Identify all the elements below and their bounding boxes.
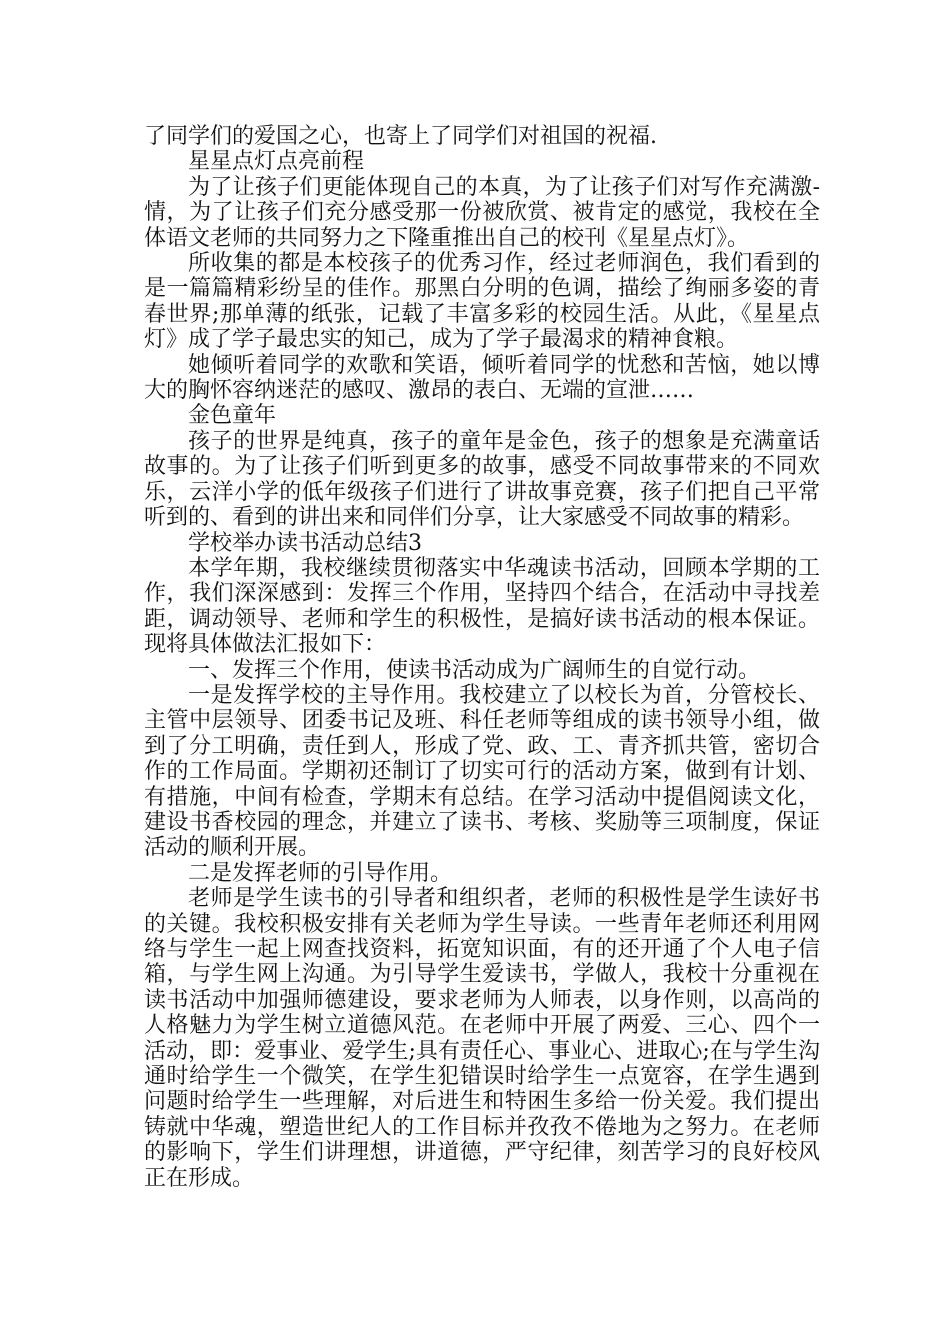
section-heading-summary-3: 学校举办读书活动总结3	[188, 530, 422, 556]
paragraph: 本学年期，我校继续贯彻落实中华魂读书活动，回顾本学期的工作，我们深深感到：发挥三个作用，坚持四个结合，在活动中寻找差距，调动领导、老师和学生的积极性，是搞好读书活动的根本保证。现将具体做法汇报如下：	[144, 555, 820, 658]
document-page	[144, 124, 820, 1191]
paragraph: 二是发挥老师的引导作用。	[188, 860, 453, 886]
paragraph: 为了让孩子们更能体现自己的本真，为了让孩子们对写作充满激-情，为了让孩子们充分感受那一份被欣赏、被肯定的感觉，我校在全体语文老师的共同努力之下隆重推出自己的校刊《星星点灯》。	[144, 174, 820, 251]
paragraph: 她倾听着同学的欢歌和笑语，倾听着同学的忧愁和苦恼，她以博大的胸怀容纳迷茫的感叹、激昂的表白、无端的宣泄……	[144, 352, 820, 404]
paragraph-continuation: 了同学们的爱国之心，也寄上了同学们对祖国的祝福.	[144, 124, 657, 149]
paragraph: 一是发挥学校的主导作用。我校建立了以校长为首，分管校长、主管中层领导、团委书记及班、科任老师等组成的读书领导小组，做到了分工明确，责任到人，形成了党、政、工、青齐抓共管，密切合作的工作局面。学期初还制订了切实可行的活动方案，做到有计划、有措施，中间有检查，学期末有总结。在学习活动中提倡阅读文化，建设书香校园的理念，并建立了读书、考核、奖励等三项制度，保证活动的顺利开展。	[144, 682, 820, 861]
section-heading-stars: 星星点灯点亮前程	[188, 149, 365, 175]
paragraph: 一、发挥三个作用，使读书活动成为广阔师生的自觉行动。	[188, 657, 761, 683]
paragraph: 所收集的都是本校孩子的优秀习作，经过老师润色，我们看到的是一篇篇精彩纷呈的佳作。那黑白分明的色调，描绘了绚丽多姿的青春世界;那单薄的纸张，记载了丰富多彩的校园生活。从此，《星星点灯》成了学子最忠实的知己，成为了学子最渴求的精神食粮。	[144, 251, 820, 353]
paragraph: 老师是学生读书的引导者和组织者，老师的积极性是学生读好书的关键。我校积极安排有关老师为学生导读。一些青年老师还利用网络与学生一起上网查找资料，拓宽知识面，有的还开通了个人电子信箱，与学生网上沟通。为引导学生爱读书，学做人，我校十分重视在读书活动中加强师德建设，要求老师为人师表，以身作则，以高尚的人格魅力为学生树立道德风范。在老师中开展了两爱、三心、四个一活动，即：爱事业、爱学生;具有责任心、事业心、进取心;在与学生沟通时给学生一个微笑，在学生犯错误时给学生一点宽容，在学生遇到问题时给学生一些理解，对后进生和特困生多给一份关爱。我们提出铸就中华魂，塑造世纪人的工作目标并孜孜不倦地为之努力。在老师的影响下，学生们讲理想，讲道德，严守纪律，刻苦学习的良好校风正在形成。	[144, 886, 820, 1191]
paragraph: 孩子的世界是纯真，孩子的童年是金色，孩子的想象是充满童话故事的。为了让孩子们听到更多的故事，感受不同故事带来的不同欢乐，云洋小学的低年级孩子们进行了讲故事竞赛，孩子们把自己平常听到的、看到的讲出来和同伴们分享，让大家感受不同故事的精彩。	[144, 428, 820, 531]
section-heading-golden-childhood: 金色童年	[188, 403, 277, 429]
